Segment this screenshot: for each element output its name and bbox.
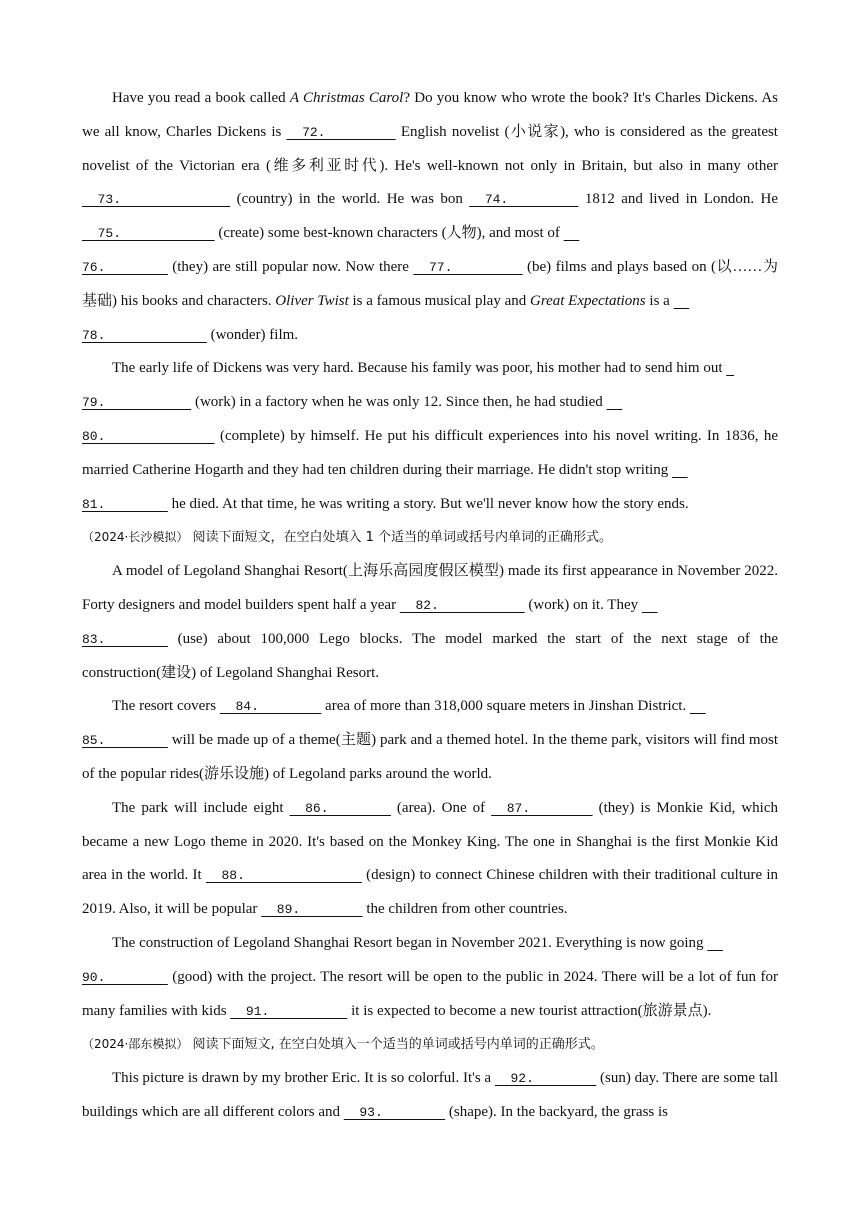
text: (they) is Monkie Kid, which became a new Logo theme in 2020. It's based on the Monkey King. The one in Shanghai is the first Monkie Kid area in the world. It [82, 799, 779, 884]
text: is a famous musical play and [348, 292, 530, 309]
text: The construction of Legoland Shanghai Resort began in November 2021. Everything is now going [112, 934, 708, 951]
text: the children from other countries. [362, 901, 568, 918]
blank-80-lead [607, 386, 623, 420]
passage1-paragraph2 [82, 352, 778, 521]
blank-87[interactable]: 87. [491, 800, 593, 816]
text: A model of Legoland Shanghai Resort(上海乐高园度假区模型) made its first appearance in November 2022. Forty designers and model builders spent half a year [82, 563, 778, 613]
blank-85-lead [690, 690, 706, 724]
blank-82[interactable]: 82. [399, 597, 525, 613]
blank-72[interactable]: 72. [286, 124, 396, 140]
source-label: （2024·长沙模拟） [82, 530, 189, 545]
blank-88[interactable]: 88. [205, 868, 362, 884]
text: English novelist (小说家), who is considered as the greatest novelist of the Victorian era (维多利亚时代). He's well-known not only in Britain, but also in many other [82, 123, 778, 174]
passage2-paragraph1 [82, 555, 778, 690]
text: (country) in the world. He was bon [230, 191, 470, 208]
section-header-2 [82, 521, 778, 555]
text: ? Do you know who wrote the book? It's Charles Dickens. As we all know, Charles Dickens is [82, 90, 778, 140]
book-title: Great Expectations [529, 292, 646, 309]
text: it is expected to become a new tourist attraction(旅游景点). [347, 1002, 712, 1019]
text: 1812 and lived in London. He [578, 191, 778, 208]
blank-91[interactable]: 91. [230, 1003, 348, 1019]
text: (work) on it. They [524, 596, 642, 613]
text: The park will include eight [112, 799, 290, 816]
blank-80[interactable]: 80. [82, 428, 215, 444]
section-header-3 [82, 1028, 778, 1062]
instruction-text: 阅读下面短文，在空白处填入 1 个适当的单词或括号内单词的正确形式。 [188, 530, 613, 546]
text: (wonder) film. [206, 326, 299, 343]
text: (sun) day. There are some tall buildings which are all different colors and [82, 1070, 778, 1120]
blank-76[interactable]: 76. [82, 259, 168, 275]
text: (shape). In the backyard, the grass is [445, 1103, 668, 1120]
text: will be made up of a theme(主题) park and a themed hotel. In the theme park, visitors will find most of the popular rides(游乐设施) of Legoland parks around the world. [82, 732, 778, 782]
blank-74[interactable]: 74. [469, 192, 579, 208]
blank-75[interactable]: 75. [82, 226, 215, 242]
text: Have you read a book called [112, 90, 290, 106]
text: (be) films and plays based on (以……为基础) his books and characters. [82, 258, 778, 309]
blank-84[interactable]: 84. [219, 699, 322, 715]
text: is a [645, 292, 674, 309]
blank-79-lead [726, 352, 734, 386]
document-page [82, 82, 778, 1130]
book-title: Oliver Twist [275, 292, 349, 309]
blank-77[interactable]: 77. [413, 259, 523, 275]
text: (create) some best-known characters (人物), and most of [214, 225, 564, 242]
blank-90-lead [707, 927, 723, 961]
text: (use) about 100,000 Lego blocks. The model marked the start of the next stage of the construction(建设) of Legoland Shanghai Resort. [82, 630, 778, 681]
text: (work) in a factory when he was only 12. Since then, he had studied [191, 394, 607, 411]
blank-73[interactable]: 73. [82, 192, 231, 208]
blank-89[interactable]: 89. [261, 902, 363, 918]
text: he died. At that time, he was writing a story. But we'll never know how the story ends. [167, 495, 689, 512]
blank-78[interactable]: 78. [82, 327, 207, 343]
text: (design) to connect Chinese children with their traditional culture in 2019. Also, it will be popular [82, 867, 778, 918]
blank-78-lead [674, 285, 690, 319]
passage2-paragraph2 [82, 690, 778, 791]
instruction-text: 阅读下面短文, 在空白处填入一个适当的单词或括号内单词的正确形式。 [188, 1037, 604, 1053]
text: (they) are still popular now. Now there [167, 258, 414, 275]
blank-90[interactable]: 90. [82, 969, 168, 985]
source-label: （2024·邵东模拟） [82, 1037, 189, 1052]
passage3-paragraph1 [82, 1062, 778, 1130]
text: The early life of Dickens was very hard. Because his family was poor, his mother had to send him out [112, 360, 727, 377]
blank-92[interactable]: 92. [494, 1071, 597, 1087]
blank-93[interactable]: 93. [343, 1104, 446, 1120]
text: This picture is drawn by my brother Eric. It is so colorful. It's a [112, 1070, 495, 1087]
text: (good) with the project. The resort will be open to the public in 2024. There will be a lot of fun for many families with kids [82, 968, 778, 1019]
text: (complete) by himself. He put his difficult experiences into his novel writing. In 1836, he married Catherine Hogarth and they had ten children during their marriage. He didn't stop writing [82, 427, 778, 478]
passage1-paragraph1 [82, 82, 778, 352]
blank-79[interactable]: 79. [82, 395, 192, 411]
passage2-paragraph3 [82, 792, 778, 927]
book-title: A Christmas Carol [289, 90, 404, 106]
text: area of more than 318,000 square meters in Jinshan District. [321, 698, 690, 715]
passage2-paragraph4 [82, 927, 778, 1028]
blank-85[interactable]: 85. [82, 733, 168, 749]
blank-83-lead [642, 589, 658, 623]
blank-76-lead [564, 217, 580, 251]
blank-81[interactable]: 81. [82, 496, 168, 512]
blank-83[interactable]: 83. [82, 631, 168, 647]
text: (area). One of [390, 799, 492, 816]
text: The resort covers [112, 698, 220, 715]
blank-81-lead [672, 454, 688, 488]
blank-86[interactable]: 86. [289, 800, 391, 816]
